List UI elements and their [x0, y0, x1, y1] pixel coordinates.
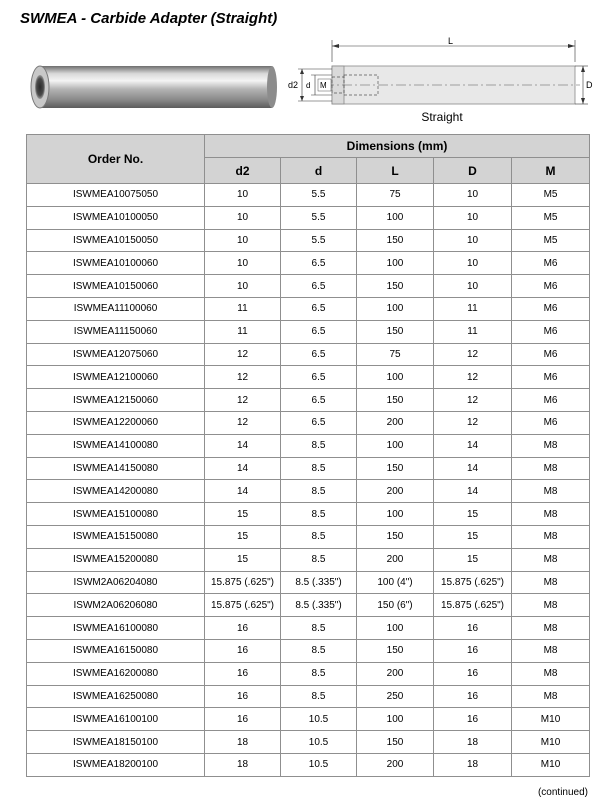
cell-order: ISWMEA18200100 [27, 753, 205, 776]
table-row [27, 708, 590, 731]
cell-d2: 12 [205, 343, 281, 366]
table-row [27, 731, 590, 754]
table-row [27, 434, 590, 457]
column-header-L: L [357, 158, 434, 184]
cell-d: 10 [434, 206, 512, 229]
cell-order: ISWMEA15200080 [27, 548, 205, 571]
cell-m: M6 [512, 366, 590, 389]
table-row [27, 639, 590, 662]
cell-order: ISWMEA14200080 [27, 480, 205, 503]
cell-order: ISWM2A06204080 [27, 571, 205, 594]
cell-d: 11 [434, 320, 512, 343]
table-row [27, 366, 590, 389]
cell-m: M8 [512, 617, 590, 640]
cell-d2: 11 [205, 320, 281, 343]
table-row [27, 457, 590, 480]
cell-d: 16 [434, 685, 512, 708]
cell-m: M8 [512, 662, 590, 685]
cell-d: 6.5 [281, 389, 357, 412]
cell-m: M8 [512, 571, 590, 594]
cell-m: M5 [512, 206, 590, 229]
cell-m: M5 [512, 184, 590, 207]
table-row [27, 571, 590, 594]
cell-d: 8.5 [281, 685, 357, 708]
cell-d2: 12 [205, 411, 281, 434]
cell-d: 14 [434, 480, 512, 503]
cell-d: 16 [434, 708, 512, 731]
table-row [27, 343, 590, 366]
cell-d2: 12 [205, 389, 281, 412]
table-row [27, 229, 590, 252]
cell-order: ISWMEA10150050 [27, 229, 205, 252]
cell-order: ISWMEA10100050 [27, 206, 205, 229]
table-row [27, 389, 590, 412]
table-row [27, 411, 590, 434]
cell-m: M8 [512, 548, 590, 571]
cell-m: M6 [512, 275, 590, 298]
cell-d2: 16 [205, 617, 281, 640]
cell-m: M8 [512, 480, 590, 503]
cell-l: 100 [357, 366, 434, 389]
table-row [27, 753, 590, 776]
cell-d2: 14 [205, 434, 281, 457]
cell-l: 100 (4") [357, 571, 434, 594]
cell-d2: 14 [205, 457, 281, 480]
cell-l: 200 [357, 662, 434, 685]
cell-l: 100 [357, 617, 434, 640]
cell-d2: 15.875 (.625") [205, 594, 281, 617]
cell-l: 75 [357, 184, 434, 207]
cell-l: 150 [357, 457, 434, 480]
cell-d2: 15.875 (.625") [205, 571, 281, 594]
cell-d: 14 [434, 434, 512, 457]
cell-order: ISWMEA16250080 [27, 685, 205, 708]
cell-d2: 10 [205, 184, 281, 207]
cell-d2: 15 [205, 548, 281, 571]
cell-d: 11 [434, 297, 512, 320]
cell-d: 10.5 [281, 708, 357, 731]
cell-l: 100 [357, 434, 434, 457]
column-header-d2: d2 [205, 158, 281, 184]
cell-d: 18 [434, 753, 512, 776]
cell-d2: 11 [205, 297, 281, 320]
cell-d: 6.5 [281, 320, 357, 343]
cell-l: 100 [357, 297, 434, 320]
cell-d: 8.5 (.335") [281, 571, 357, 594]
cell-order: ISWMEA11150060 [27, 320, 205, 343]
cell-d: 5.5 [281, 229, 357, 252]
cell-d2: 16 [205, 662, 281, 685]
cell-m: M6 [512, 343, 590, 366]
cell-d: 10 [434, 184, 512, 207]
cell-d: 15 [434, 525, 512, 548]
cell-l: 150 [357, 639, 434, 662]
cell-d: 6.5 [281, 252, 357, 275]
cell-d2: 18 [205, 753, 281, 776]
cell-l: 100 [357, 708, 434, 731]
cell-order: ISWM2A06206080 [27, 594, 205, 617]
cell-m: M6 [512, 320, 590, 343]
table-row [27, 503, 590, 526]
cell-l: 200 [357, 753, 434, 776]
cell-order: ISWMEA12150060 [27, 389, 205, 412]
cell-order: ISWMEA15100080 [27, 503, 205, 526]
carbide-adapter-illustration [30, 62, 280, 112]
cell-m: M8 [512, 594, 590, 617]
cell-d: 5.5 [281, 206, 357, 229]
cell-l: 200 [357, 480, 434, 503]
cell-m: M5 [512, 229, 590, 252]
cell-m: M8 [512, 457, 590, 480]
cell-m: M8 [512, 434, 590, 457]
cell-order: ISWMEA10100060 [27, 252, 205, 275]
table-row [27, 685, 590, 708]
cell-d: 15 [434, 503, 512, 526]
cell-order: ISWMEA10075050 [27, 184, 205, 207]
cell-l: 100 [357, 503, 434, 526]
cell-d: 8.5 [281, 662, 357, 685]
table-row [27, 594, 590, 617]
cell-d2: 16 [205, 685, 281, 708]
table-row [27, 297, 590, 320]
cell-l: 200 [357, 548, 434, 571]
cell-l: 75 [357, 343, 434, 366]
cell-d2: 16 [205, 639, 281, 662]
cell-d: 6.5 [281, 275, 357, 298]
table-body [27, 184, 590, 777]
cell-d: 8.5 [281, 434, 357, 457]
cell-l: 150 [357, 275, 434, 298]
cell-d: 10 [434, 229, 512, 252]
table-row [27, 184, 590, 207]
cell-m: M6 [512, 297, 590, 320]
cell-d: 6.5 [281, 411, 357, 434]
M-label: M [320, 81, 327, 90]
cell-l: 100 [357, 252, 434, 275]
column-header-D: D [434, 158, 512, 184]
cell-d: 12 [434, 343, 512, 366]
cell-m: M10 [512, 753, 590, 776]
drawing-caption: Straight [421, 110, 463, 124]
cell-l: 100 [357, 206, 434, 229]
cell-d: 12 [434, 389, 512, 412]
cell-d: 16 [434, 617, 512, 640]
column-header-d: d [281, 158, 357, 184]
cell-m: M8 [512, 685, 590, 708]
cell-d: 5.5 [281, 184, 357, 207]
cell-order: ISWMEA16100080 [27, 617, 205, 640]
D-label: D [586, 80, 593, 90]
table-row [27, 480, 590, 503]
cell-order: ISWMEA18150100 [27, 731, 205, 754]
cell-order: ISWMEA16100100 [27, 708, 205, 731]
cell-m: M10 [512, 708, 590, 731]
continued-note: (continued) [537, 787, 588, 798]
cell-order: ISWMEA14150080 [27, 457, 205, 480]
cell-d2: 10 [205, 229, 281, 252]
cell-l: 250 [357, 685, 434, 708]
cell-order: ISWMEA15150080 [27, 525, 205, 548]
cell-order: ISWMEA16200080 [27, 662, 205, 685]
cell-l: 150 [357, 229, 434, 252]
dimensions-header: Dimensions (mm) [205, 135, 590, 158]
table-row [27, 275, 590, 298]
table-row [27, 662, 590, 685]
d-label: d [306, 81, 311, 90]
cell-l: 150 [357, 320, 434, 343]
cell-d: 8.5 [281, 525, 357, 548]
cell-d: 15 [434, 548, 512, 571]
cell-d2: 10 [205, 206, 281, 229]
cell-d: 8.5 [281, 503, 357, 526]
cell-d2: 12 [205, 366, 281, 389]
cell-order: ISWMEA12100060 [27, 366, 205, 389]
cell-m: M10 [512, 731, 590, 754]
cell-d: 18 [434, 731, 512, 754]
dimensions-table [26, 134, 590, 777]
order-no-header: Order No. [27, 135, 205, 184]
cell-d: 8.5 [281, 639, 357, 662]
cell-d2: 15 [205, 503, 281, 526]
cell-m: M8 [512, 639, 590, 662]
cell-d: 10.5 [281, 753, 357, 776]
cell-l: 150 [357, 731, 434, 754]
cell-d2: 10 [205, 275, 281, 298]
cell-d: 15.875 (.625") [434, 594, 512, 617]
cell-d: 10 [434, 252, 512, 275]
cell-d2: 18 [205, 731, 281, 754]
cell-l: 150 [357, 525, 434, 548]
cell-d2: 16 [205, 708, 281, 731]
cell-m: M6 [512, 411, 590, 434]
cell-order: ISWMEA12200060 [27, 411, 205, 434]
cell-d: 8.5 [281, 457, 357, 480]
cell-d: 15.875 (.625") [434, 571, 512, 594]
cell-order: ISWMEA11100060 [27, 297, 205, 320]
cell-d: 14 [434, 457, 512, 480]
page-title: SWMEA - Carbide Adapter (Straight) [20, 10, 278, 27]
cell-d: 10 [434, 275, 512, 298]
cell-m: M6 [512, 389, 590, 412]
table-row [27, 320, 590, 343]
cell-order: ISWMEA10150060 [27, 275, 205, 298]
cell-order: ISWMEA14100080 [27, 434, 205, 457]
cell-d: 12 [434, 411, 512, 434]
cell-m: M8 [512, 525, 590, 548]
cell-order: ISWMEA12075060 [27, 343, 205, 366]
dimension-drawing [284, 36, 596, 112]
cell-l: 200 [357, 411, 434, 434]
cell-d: 6.5 [281, 297, 357, 320]
table-row [27, 548, 590, 571]
L-label: L [448, 36, 454, 46]
cell-d: 8.5 (.335") [281, 594, 357, 617]
cell-order: ISWMEA16150080 [27, 639, 205, 662]
cell-d: 6.5 [281, 366, 357, 389]
cell-d2: 10 [205, 252, 281, 275]
cell-d: 12 [434, 366, 512, 389]
cell-d: 6.5 [281, 343, 357, 366]
cell-d: 8.5 [281, 617, 357, 640]
cell-l: 150 [357, 389, 434, 412]
table-row [27, 206, 590, 229]
table-row [27, 252, 590, 275]
cell-d: 16 [434, 662, 512, 685]
cell-m: M6 [512, 252, 590, 275]
cell-d: 10.5 [281, 731, 357, 754]
cell-m: M8 [512, 503, 590, 526]
cell-d2: 15 [205, 525, 281, 548]
d2-label: d2 [288, 80, 299, 90]
cell-d: 16 [434, 639, 512, 662]
table-row [27, 617, 590, 640]
cell-d2: 14 [205, 480, 281, 503]
cell-d: 8.5 [281, 480, 357, 503]
table-row [27, 525, 590, 548]
column-header-M: M [512, 158, 590, 184]
cell-d: 8.5 [281, 548, 357, 571]
cell-l: 150 (6") [357, 594, 434, 617]
